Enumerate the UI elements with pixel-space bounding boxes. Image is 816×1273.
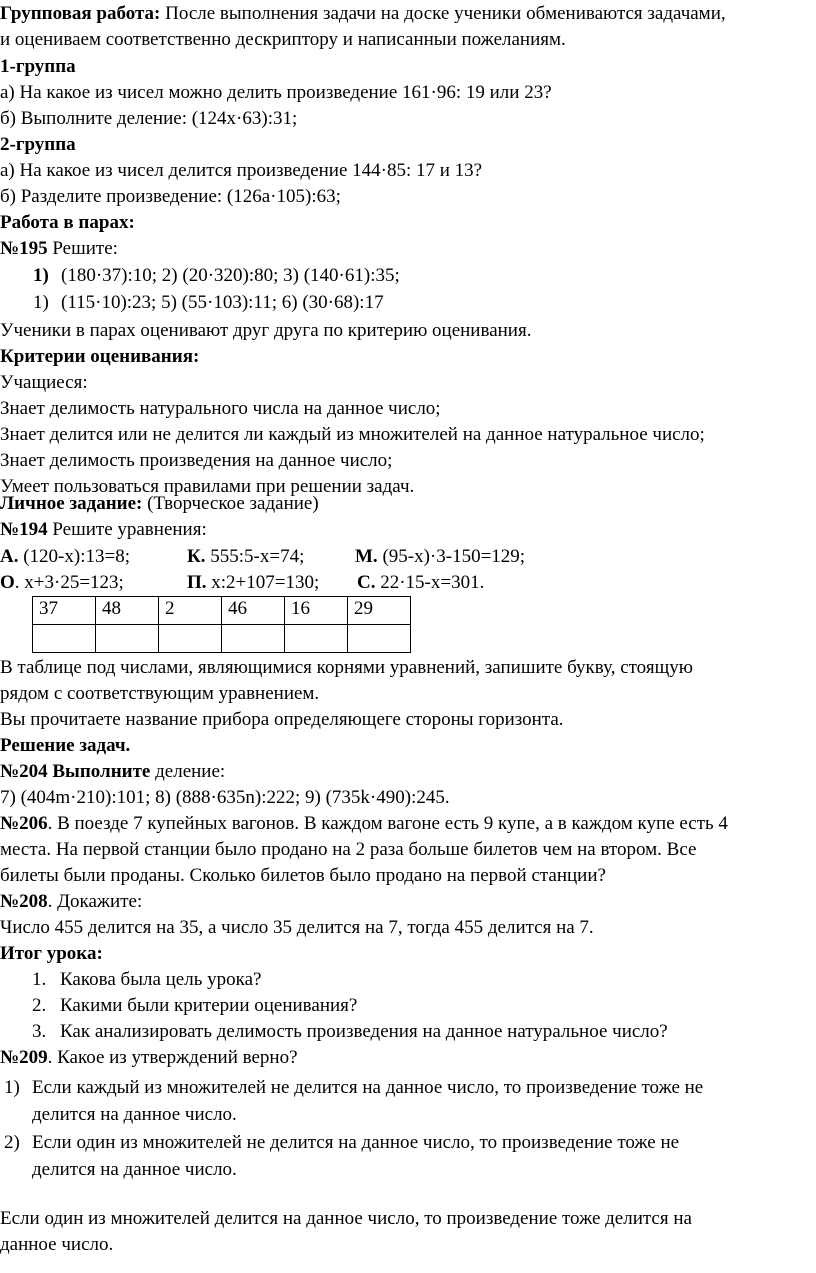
task-209-option-2 [4, 1131, 679, 1155]
option-2-number: 2) [4, 1132, 20, 1153]
task-206-line-1 [0, 812, 728, 836]
summary-item [32, 994, 357, 1018]
summary-item-text: Как анализировать делимость произведения на данное натуральное число? [60, 1021, 668, 1042]
task-number-195: №195 [0, 238, 48, 259]
option-1-number: 1) [4, 1077, 20, 1098]
equation-p [187, 571, 319, 595]
personal-heading: Личное задание: [0, 493, 143, 514]
answer-value-cell: 29 [348, 597, 411, 625]
pairs-row-1-text: (180·37):10; 2) (20·320):80; 3) (140·61):35; [61, 265, 400, 286]
group1-heading: 1-группа [0, 56, 76, 77]
task-209-option-2-line-2: делится на данное число. [32, 1159, 237, 1180]
task-206-text: . В поезде 7 купейных вагонов. В каждом вагоне есть 9 купе, а в каждом купе есть 4 [47, 813, 728, 834]
equation-k [187, 545, 304, 569]
task-209-final-line-2: данное число. [0, 1234, 114, 1255]
equation-k-text: 555:5-х=74; [205, 546, 305, 567]
group-work-heading: Групповая работа: [0, 3, 161, 24]
equation-o-letter: О [0, 572, 15, 593]
personal-instruction-3: Вы прочитаете название прибора определяющеге стороны горизонта. [0, 709, 564, 730]
answer-value-cell: 2 [159, 597, 222, 625]
group2-task-b: б) Разделите произведение: (126а·105):63; [0, 186, 341, 207]
equation-m [355, 545, 525, 569]
summary-heading: Итог урока: [0, 943, 103, 964]
personal-instruction-1: В таблице под числами, являющимися корнями уравнений, запишите букву, стоящую [0, 657, 693, 678]
answer-letter-cell[interactable] [348, 625, 411, 653]
pairs-row-2 [33, 291, 384, 315]
answer-table-letters-row [33, 625, 411, 653]
option-1-line-1: Если каждый из множителей не делится на данное число, то произведение тоже не [32, 1077, 704, 1098]
personal-task [0, 518, 207, 542]
equation-a [0, 545, 130, 569]
answer-letter-cell[interactable] [33, 625, 96, 653]
task-204-text: деление: [150, 761, 226, 782]
option-2-line-1: Если один из множителей не делится на данное число, то произведение тоже не [32, 1132, 680, 1153]
task-206-line-3: билеты были проданы. Сколько билетов было продано на первой станции? [0, 865, 606, 886]
answer-value-cell: 16 [285, 597, 348, 625]
criteria-item: Знает делимость натурального числа на данное число; [0, 398, 441, 419]
answer-value-cell: 48 [96, 597, 159, 625]
task-204-bold: Выполните [47, 761, 151, 782]
personal-task-text: Решите уравнения: [47, 519, 207, 540]
personal-heading-line [0, 492, 319, 516]
task-number-209: №209 [0, 1047, 48, 1068]
criteria-item: Знает делится или не делится ли каждый из множителей на данное натуральное число; [0, 424, 705, 445]
task-number-204: №204 [0, 761, 48, 782]
task-number-206: №206 [0, 813, 48, 834]
answer-letter-cell[interactable] [159, 625, 222, 653]
group-work-text: После выполнения задачи на доске ученики обмениваются задачами, [160, 3, 726, 24]
task-number-194: №194 [0, 519, 48, 540]
equation-s-letter: С. [357, 572, 376, 593]
equation-o-text: . х+3·25=123; [14, 572, 124, 593]
pairs-task [0, 237, 118, 261]
solutions-heading: Решение задач. [0, 735, 131, 756]
answer-letter-cell[interactable] [222, 625, 285, 653]
summary-item-number: 1. [32, 969, 47, 990]
task-209-text: . Какое из утверждений верно? [47, 1047, 298, 1068]
equation-k-letter: К. [187, 546, 206, 567]
personal-instruction-2: рядом с соответствующим уравнением. [0, 683, 320, 704]
equation-p-text: х:2+107=130; [206, 572, 320, 593]
pairs-row-2-text: (115·10):23; 5) (55·103):11; 6) (30·68):17 [61, 292, 384, 313]
summary-item-text: Какова была цель урока? [60, 969, 262, 990]
personal-sub: (Творческое задание) [142, 493, 319, 514]
pairs-row-2-marker: 1) [33, 292, 49, 313]
equation-s [357, 571, 484, 595]
equation-m-letter: М. [355, 546, 378, 567]
answer-letter-cell[interactable] [285, 625, 348, 653]
group2-task-a: а) На какое из чисел делится произведение 144·85: 17 и 13? [0, 160, 483, 181]
equation-o [0, 571, 124, 595]
task-208-line: Число 455 делится на 35, а число 35 делится на 7, тогда 455 делится на 7. [0, 917, 594, 938]
answer-value-cell: 37 [33, 597, 96, 625]
group2-heading: 2-группа [0, 134, 76, 155]
task-209-option-1-line-2: делится на данное число. [32, 1104, 237, 1125]
pairs-heading: Работа в парах: [0, 212, 135, 233]
summary-item [32, 968, 261, 992]
task-209-option-1 [4, 1076, 703, 1100]
group1-task-b: б) Выполните деление: (124х·63):31; [0, 108, 298, 129]
equation-m-text: (95-х)·3-150=129; [377, 546, 526, 567]
equation-a-letter: А. [0, 546, 19, 567]
equation-s-text: 22·15-х=301. [375, 572, 485, 593]
answer-table [32, 596, 411, 653]
task-204-items: 7) (404m·210):101; 8) (888·635n):222; 9) (735k·490):245. [0, 787, 450, 808]
task-208 [0, 890, 142, 914]
equation-a-text: (120-х):13=8; [18, 546, 130, 567]
task-204 [0, 760, 225, 784]
answer-table-values-row [33, 597, 411, 625]
summary-item-text: Какими были критерии оценивания? [60, 995, 358, 1016]
task-number-208: №208 [0, 891, 48, 912]
criteria-item: Знает делимость произведения на данное число; [0, 450, 393, 471]
answer-letter-cell[interactable] [96, 625, 159, 653]
criteria-intro: Учащиеся: [0, 372, 88, 393]
group-work-line-1 [0, 2, 726, 26]
group1-task-a: а) На какое из чисел можно делить произведение 161·96: 19 или 23? [0, 82, 552, 103]
criteria-heading: Критерии оценивания: [0, 346, 200, 367]
group-work-line-2: и оцениваем соответственно дескриптору и написанныи пожеланиям. [0, 29, 566, 50]
pairs-note: Ученики в парах оценивают друг друга по критерию оценивания. [0, 320, 532, 341]
task-209-final-line-1: Если один из множителей делится на данное число, то произведение тоже делится на [0, 1208, 692, 1229]
summary-item [32, 1020, 668, 1044]
criteria-item: Умеет пользоваться правилами при решении задач. [0, 476, 415, 497]
summary-item-number: 2. [32, 995, 47, 1016]
answer-value-cell: 46 [222, 597, 285, 625]
equation-p-letter: П. [187, 572, 207, 593]
task-209 [0, 1046, 298, 1070]
summary-item-number: 3. [32, 1021, 47, 1042]
pairs-task-text: Решите: [47, 238, 118, 259]
task-208-text: . Докажите: [47, 891, 143, 912]
pairs-row-1 [33, 264, 400, 288]
task-206-line-2: места. На первой станции было продано на 2 раза больше билетов чем на втором. Все [0, 839, 697, 860]
pairs-row-1-marker: 1) [33, 265, 49, 286]
